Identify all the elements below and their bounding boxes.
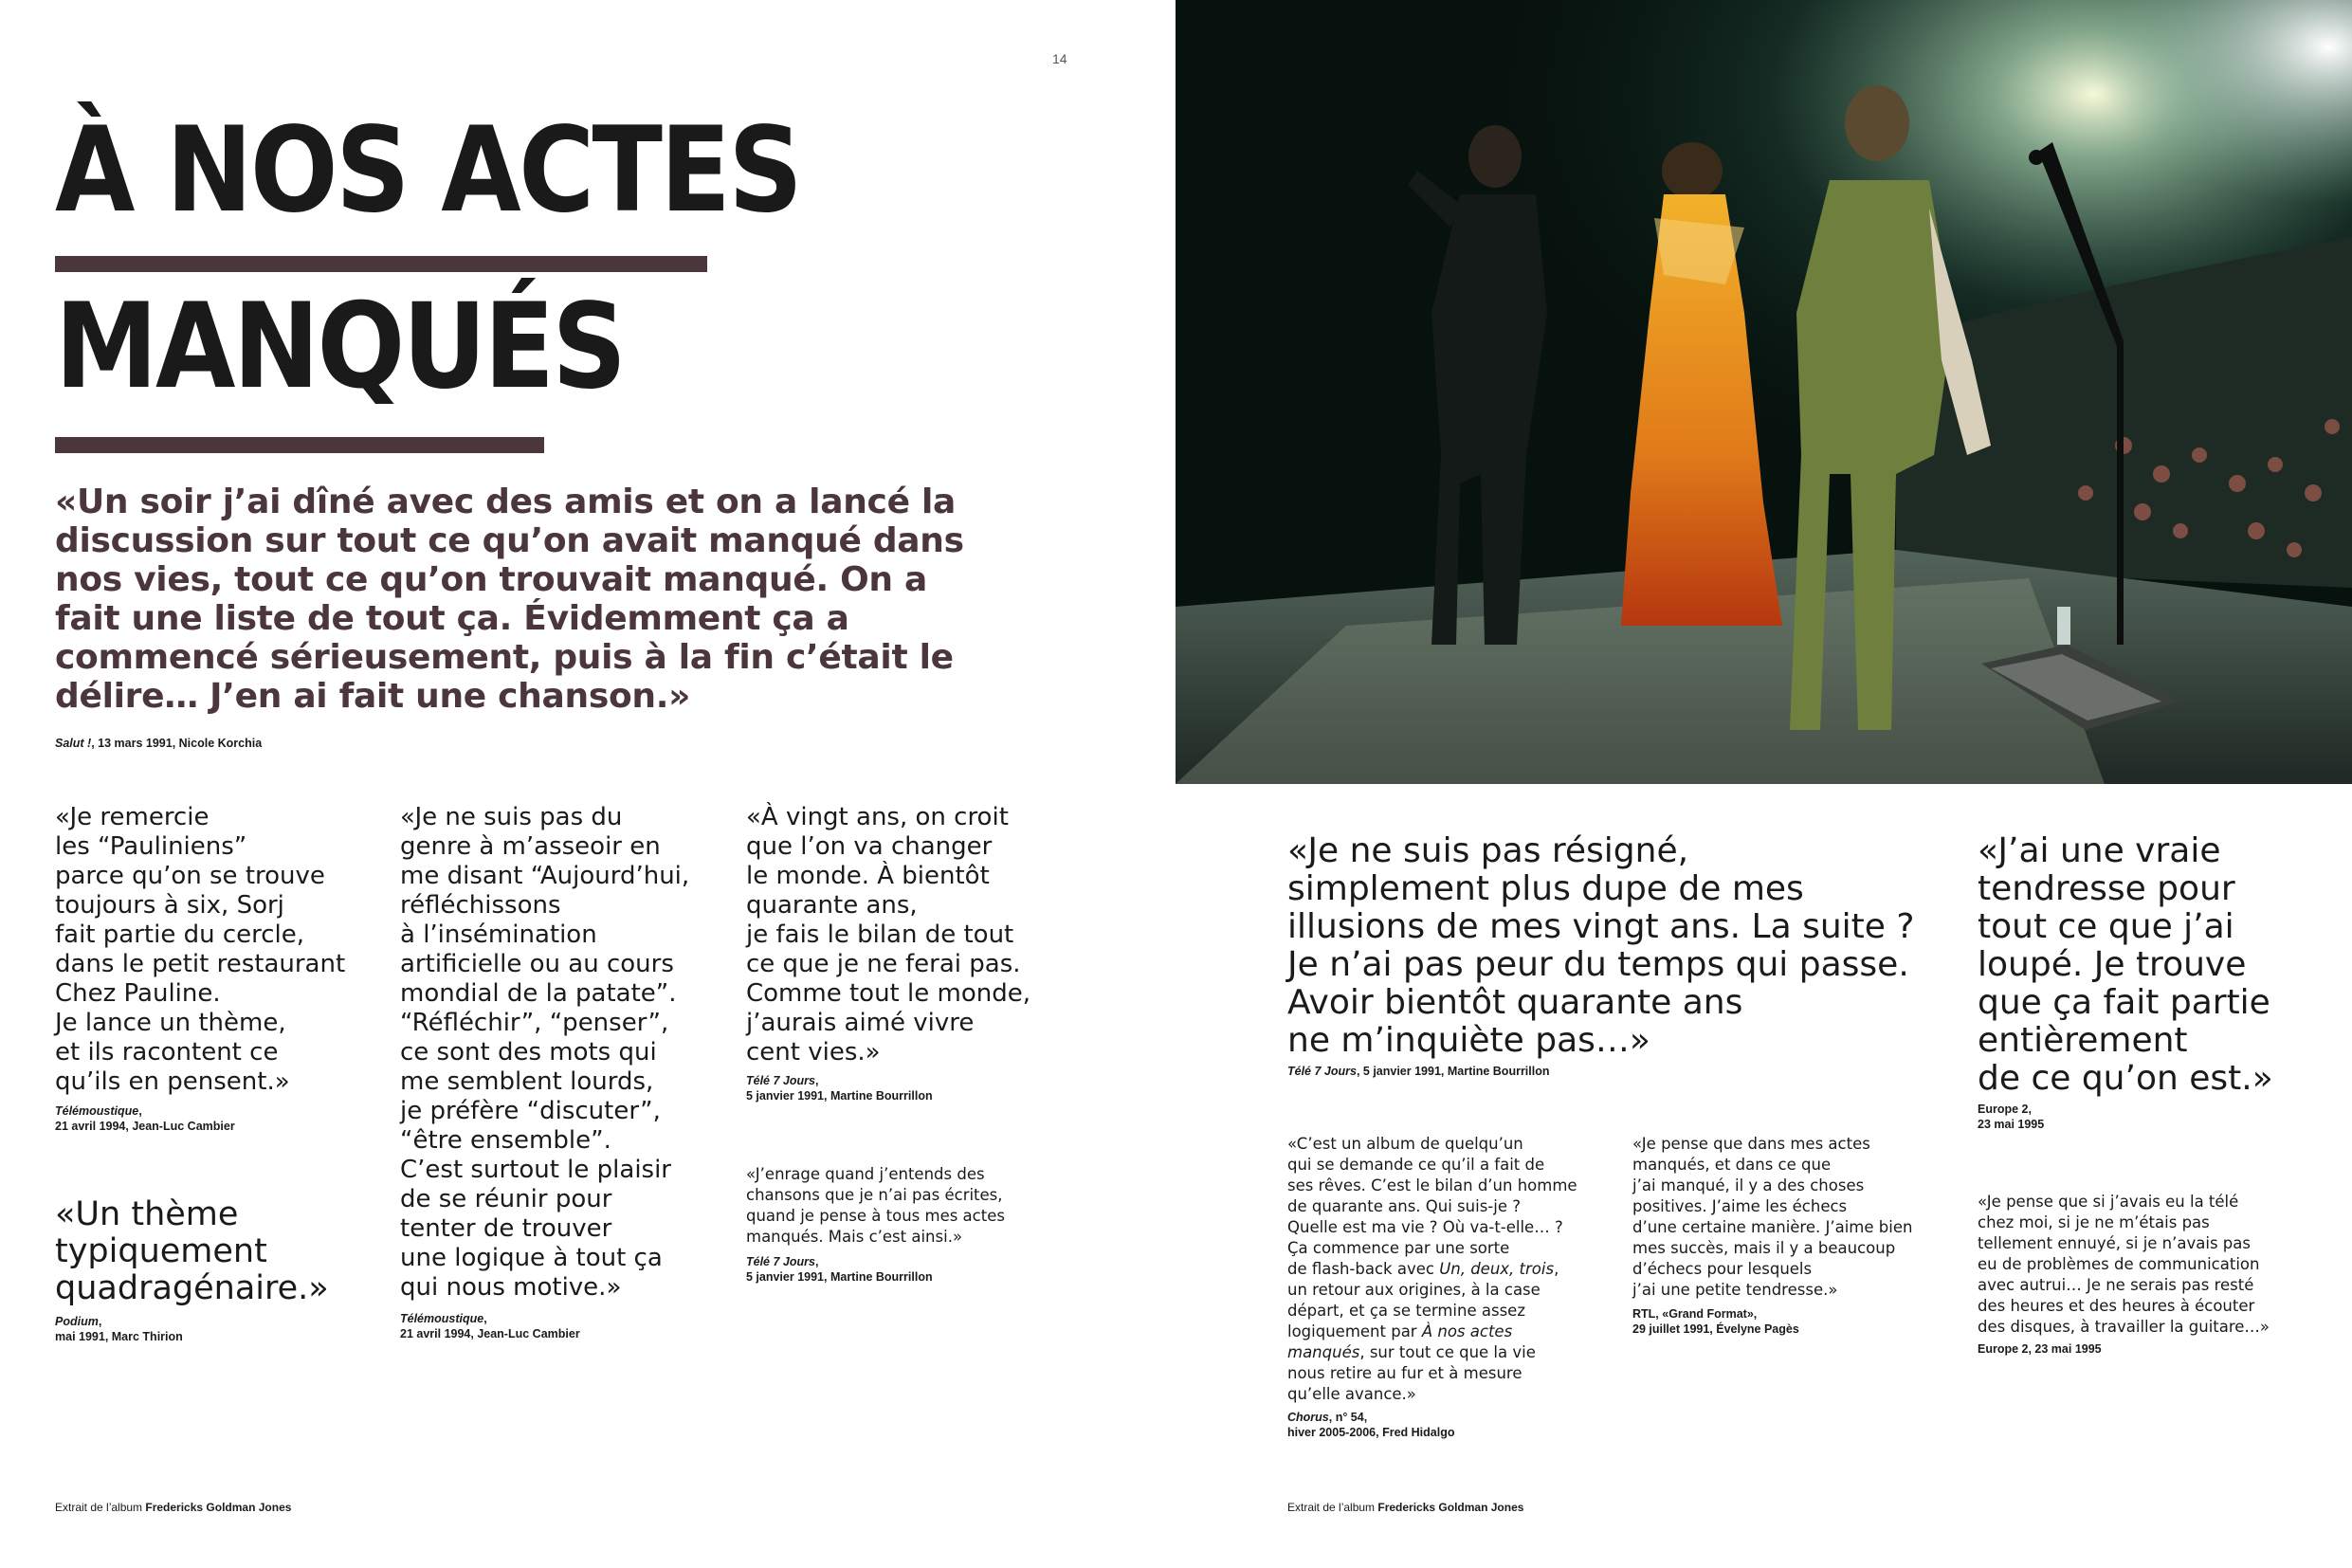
source-details: , 29 juillet 1991, Évelyne Pagès bbox=[1632, 1307, 1799, 1336]
quote-col3-source bbox=[746, 1073, 933, 1103]
source-publication: Télémoustique bbox=[55, 1104, 139, 1118]
footer-prefix: Extrait de l’album bbox=[1287, 1501, 1378, 1514]
quote-d: «Je pense que dans mes actes manqués, et dans ce que j’ai manqué, il y a des choses positives. J’aime les échecs d’une certaine manière. J’aime bien mes succès, mais il y a beaucoup d’échecs pour lesquels j’ai une petite tendresse.» bbox=[1632, 1135, 1913, 1299]
quote-col1-source bbox=[55, 1103, 235, 1134]
quote-c-part-1: «C’est un album de quelqu’un qui se demande ce qu’il a fait de ses rêves. C’est le bilan d’un homme de quarante ans. Qui suis-je ? Quelle est ma vie ? Où va-t-elle… ? Ça commence par une sorte de flash-back avec bbox=[1287, 1135, 1577, 1278]
quote-a-source bbox=[1287, 1064, 1550, 1079]
source-details: , 5 janvier 1991, Martine Bourrillon bbox=[1356, 1065, 1550, 1078]
source-publication: Télé 7 Jours bbox=[1287, 1065, 1357, 1078]
source-details: , 5 janvier 1991, Martine Bourrillon bbox=[746, 1255, 933, 1284]
concert-photo-drawing bbox=[1176, 0, 2352, 784]
quote-a: «Je ne suis pas résigné, simplement plus dupe de mes illusions de mes vingt ans. La suite ? Je n’ai pas peur du temps qui passe. Avoir bientôt quarante ans ne m’inquiète pas…» bbox=[1287, 831, 1915, 1060]
source-details: , mai 1991, Marc Thirion bbox=[55, 1315, 183, 1343]
footer-credit-left bbox=[55, 1501, 291, 1514]
source-publication: RTL, «Grand Format» bbox=[1632, 1307, 1754, 1321]
quote-b: «J’ai une vraie tendresse pour tout ce que j’ai loupé. Je trouve que ça fait partie entièrement de ce qu’on est.» bbox=[1978, 831, 2273, 1098]
quote-c-part-3: , sur tout ce que la vie nous retire au fur et à mesure qu’elle avance.» bbox=[1287, 1343, 1536, 1403]
source-publication: Podium bbox=[55, 1315, 99, 1328]
footer-album: Fredericks Goldman Jones bbox=[145, 1501, 292, 1514]
source-details: , 5 janvier 1991, Martine Bourrillon bbox=[746, 1074, 933, 1103]
quote-b-source: Europe 2, 23 mai 1995 bbox=[1978, 1103, 2045, 1131]
title-underline-1 bbox=[55, 256, 707, 272]
source-publication: Télé 7 Jours bbox=[746, 1255, 815, 1268]
quote-col1: «Je remercie les “Pauliniens” parce qu’on se trouve toujours à six, Sorj fait partie du cercle, dans le petit restaurant Chez Pauline. Je lance un thème, et ils racontent ce qu’ils en pensent.» bbox=[55, 803, 346, 1096]
quote-col1b-source bbox=[55, 1314, 183, 1344]
quote-e: «Je pense que si j’avais eu la télé chez moi, si je ne m’étais pas tellement ennuyé, si je n’avais pas eu de problèmes de communication avec autrui… Je ne serais pas resté des heures et des heures à écouter des disques, à travailler la guitare…» bbox=[1978, 1193, 2270, 1336]
quote-col2: «Je ne suis pas du genre à m’asseoir en me disant “Aujourd’hui, réfléchissons à l’insémination artificielle ou au cours mondial de la patate”. “Réfléchir”, “penser”, ce sont des mots qui me semblent lourds, je préfère “discuter”, “être ensemble”. C’est surtout le plaisir de se réunir pour tenter de trouver une logique à tout ça qui nous motive.» bbox=[400, 803, 690, 1302]
quote-col3b-source bbox=[746, 1254, 933, 1285]
source-details: , 13 mars 1991, Nicole Korchia bbox=[91, 737, 263, 750]
quote-col1b: «Un thème typiquement quadragénaire.» bbox=[55, 1195, 329, 1307]
source-publication: Chorus bbox=[1287, 1411, 1329, 1424]
lead-quote-source bbox=[55, 736, 262, 751]
quote-col2-source bbox=[400, 1311, 580, 1341]
footer-credit-right bbox=[1287, 1501, 1523, 1514]
page-number: 14 bbox=[1052, 51, 1067, 66]
source-details: , 21 avril 1994, Jean-Luc Cambier bbox=[55, 1104, 235, 1133]
source-details: , n° 54, hiver 2005-2006, Fred Hidalgo bbox=[1287, 1411, 1455, 1439]
title-underline-2 bbox=[55, 437, 544, 453]
source-publication: Télémoustique bbox=[400, 1312, 484, 1325]
quote-c bbox=[1287, 1134, 1610, 1405]
quote-d-source bbox=[1632, 1306, 1799, 1337]
quote-e-source: Europe 2, 23 mai 1995 bbox=[1978, 1342, 2102, 1356]
quote-c-source bbox=[1287, 1410, 1454, 1440]
title-line-1: À NOS ACTES bbox=[55, 102, 801, 239]
quote-col3: «À vingt ans, on croit que l’on va changer le monde. À bientôt quarante ans, je fais le bilan de tout ce que je ne ferai pas. Comme tout le monde, j’aurais aimé vivre cent vies.» bbox=[746, 803, 1030, 1067]
lead-quote: «Un soir j’ai dîné avec des amis et on a lancé la discussion sur tout ce qu’on avait manqué dans nos vies, tout ce qu’on trouvait manqué. On a fait une liste de tout ça. Évidemment ça a commencé sérieusement, puis à la fin c’était le délire… J’en ai fait une chanson.» bbox=[55, 483, 964, 716]
source-publication: Salut ! bbox=[55, 737, 92, 750]
quote-c-part-2: , un retour aux origines, à la case départ, et ça se termine assez logiquement par bbox=[1287, 1260, 1559, 1340]
quote-col3b: «J’enrage quand j’entends des chansons que je n’ai pas écrites, quand je pense à tous mes actes manqués. Mais c’est ainsi.» bbox=[746, 1165, 1005, 1246]
title-line-2: MANQUÉS bbox=[55, 279, 625, 415]
concert-photo bbox=[1176, 0, 2352, 784]
footer-album: Fredericks Goldman Jones bbox=[1377, 1501, 1524, 1514]
quote-c-title-1: Un, deux, trois bbox=[1439, 1260, 1555, 1278]
source-publication: Télé 7 Jours bbox=[746, 1074, 815, 1087]
source-details: , 21 avril 1994, Jean-Luc Cambier bbox=[400, 1312, 580, 1340]
footer-prefix: Extrait de l’album bbox=[55, 1501, 146, 1514]
quote-c-title-2: À nos actes manqués bbox=[1287, 1322, 1513, 1361]
